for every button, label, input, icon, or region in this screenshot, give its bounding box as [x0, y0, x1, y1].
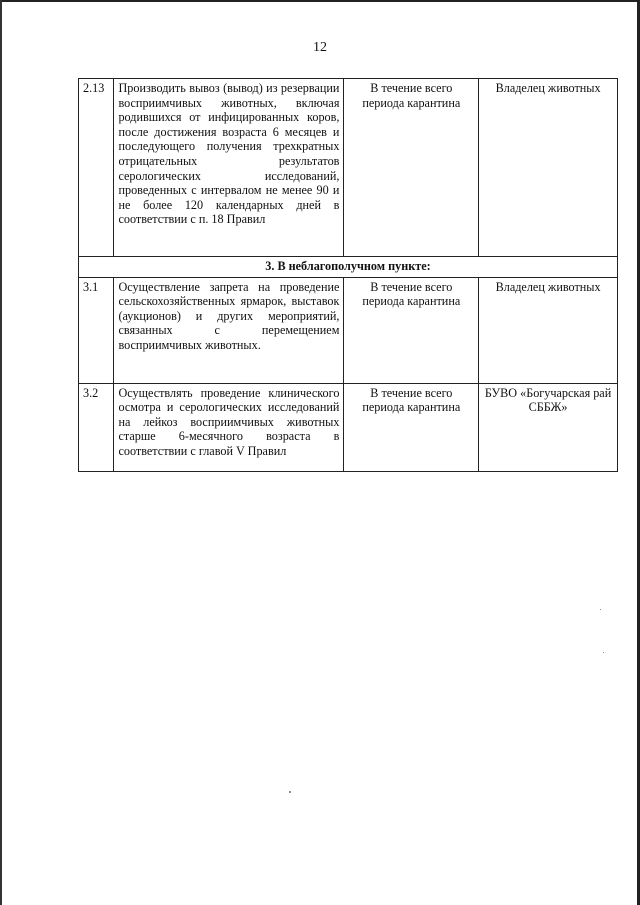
scan-border-left: [0, 0, 2, 905]
row-number: 2.13: [79, 79, 114, 257]
scan-speck: [600, 609, 601, 610]
table-row: [79, 277, 618, 383]
row-term: В течение всего периода карантина: [344, 383, 479, 471]
row-term: В течение всего периода карантина: [344, 277, 479, 383]
table-row: [79, 79, 618, 257]
table-row: [79, 383, 618, 471]
scan-speck: [289, 791, 291, 793]
page-number: 12: [313, 40, 327, 55]
row-term: В течение всего периода карантина: [344, 79, 479, 257]
row-responsible: Владелец животных: [479, 79, 618, 257]
scan-speck: [603, 652, 604, 653]
row-description: Осуществлять проведение клинического осмотра и серологических исследований на лейкоз восприимчивых животных старше 6-месячного возраста в соответствии с главой V Правил: [114, 383, 344, 471]
row-description: Производить вывоз (вывод) из резервации восприимчивых животных, включая родившихся от инфицированных коров, после достижения возраста 6 месяцев и последующего получения трехкратных отрицательных результатов серологических исследований, проведенных с интервалом не менее 90 и не более 120 календарных дней в соответствии с п. 18 Правил: [114, 79, 344, 257]
row-responsible: Владелец животных: [479, 277, 618, 383]
row-number: 3.2: [79, 383, 114, 471]
scan-border-top: [0, 0, 640, 2]
row-number: 3.1: [79, 277, 114, 383]
measures-table: [78, 78, 618, 472]
section-header-row: [79, 257, 618, 278]
section-title: 3. В неблагополучном пункте:: [79, 257, 618, 278]
row-responsible: БУВО «Богучарская рай СББЖ»: [479, 383, 618, 471]
row-description: Осуществление запрета на проведение сельскохозяйственных ярмарок, выставок (аукционов) и других мероприятий, связанных с перемещением восприимчивых животных.: [114, 277, 344, 383]
